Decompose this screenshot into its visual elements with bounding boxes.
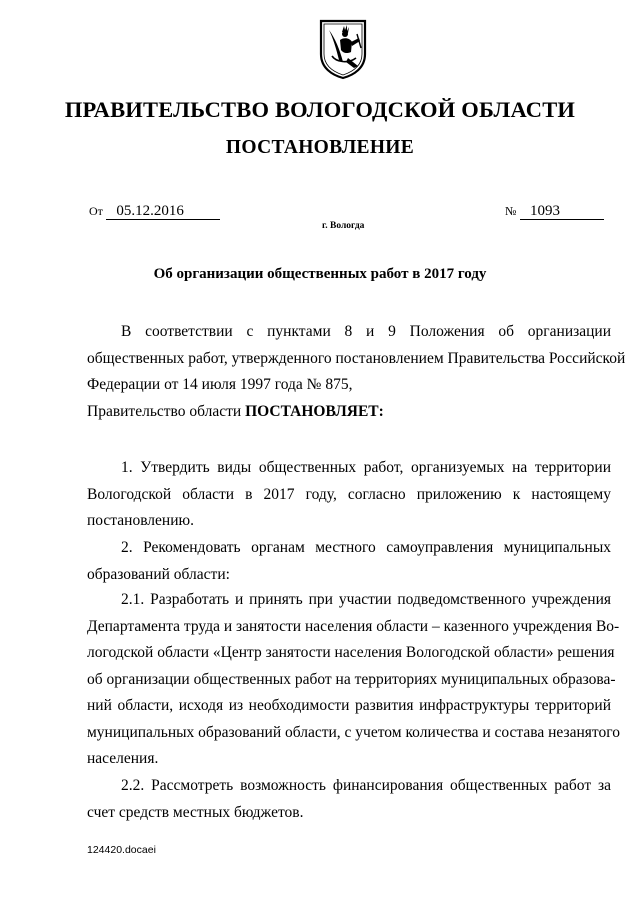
- item-2-2-paragraph: [87, 773, 611, 826]
- date-value: 05.12.2016: [106, 204, 220, 220]
- text-line: 1. Утвердить виды общественных работ, организуемых на территории: [121, 459, 611, 476]
- item-1-paragraph: [87, 455, 611, 535]
- document-type: ПОСТАНОВЛЕНИЕ: [225, 137, 415, 158]
- document-number: [505, 204, 604, 220]
- text-line: 2. Рекомендовать органам местного самоуправления муниципальных: [121, 539, 611, 556]
- text-line: общественных работ, утвержденного постановлением Правительства Российской: [87, 349, 626, 367]
- text-line: об организации общественных работ на территориях муниципальных образова-: [87, 670, 616, 688]
- document-title: Об организации общественных работ в 2017 году: [153, 266, 487, 282]
- text-line: Федерации от 14 июля 1997 года № 875,: [87, 376, 353, 393]
- number-value: 1093: [520, 204, 604, 220]
- item-2-1-paragraph: [87, 587, 620, 773]
- text-line: Департамента труда и занятости населения области – казенного учреждения Во-: [87, 617, 620, 635]
- text-line: В соответствии с пунктами 8 и 9 Положения об организации: [121, 323, 611, 340]
- text-line: логодской области «Центр занятости населения Вологодской области» решения: [87, 644, 615, 661]
- organization-name: ПРАВИТЕЛЬСТВО ВОЛОГОДСКОЙ ОБЛАСТИ: [64, 97, 576, 122]
- preamble-paragraph: [87, 319, 626, 425]
- text-line: постановлению.: [87, 512, 194, 529]
- resolve-line: [87, 399, 611, 426]
- text-line: 2.2. Рассмотреть возможность финансирования общественных работ за: [121, 777, 611, 794]
- text-line: Вологодской области в 2017 году, согласно приложению к настоящему: [87, 485, 611, 503]
- text-line: образований области:: [87, 565, 230, 583]
- text-line: 2.1. Разработать и принять при участии подведомственного учреждения: [121, 591, 611, 608]
- vologda-coat-of-arms-icon: [318, 18, 368, 80]
- number-label: №: [505, 204, 517, 218]
- document-date: [89, 204, 220, 220]
- file-reference: 124420.docaei: [87, 844, 156, 856]
- text-line: населения.: [87, 750, 159, 767]
- item-2-paragraph: [87, 535, 611, 588]
- text-line: ний области, исходя из необходимости развития инфраструктуры территорий: [87, 697, 611, 714]
- city-label: г. Вологда: [322, 221, 365, 231]
- resolve-keyword: ПОСТАНОВЛЯЕТ:: [245, 402, 384, 420]
- text-line: муниципальных образований области, с учетом количества и состава незанятого: [87, 723, 620, 741]
- text-line: счет средств местных бюджетов.: [87, 803, 304, 821]
- resolve-prefix: Правительство области: [87, 402, 246, 420]
- date-label: От: [89, 204, 103, 218]
